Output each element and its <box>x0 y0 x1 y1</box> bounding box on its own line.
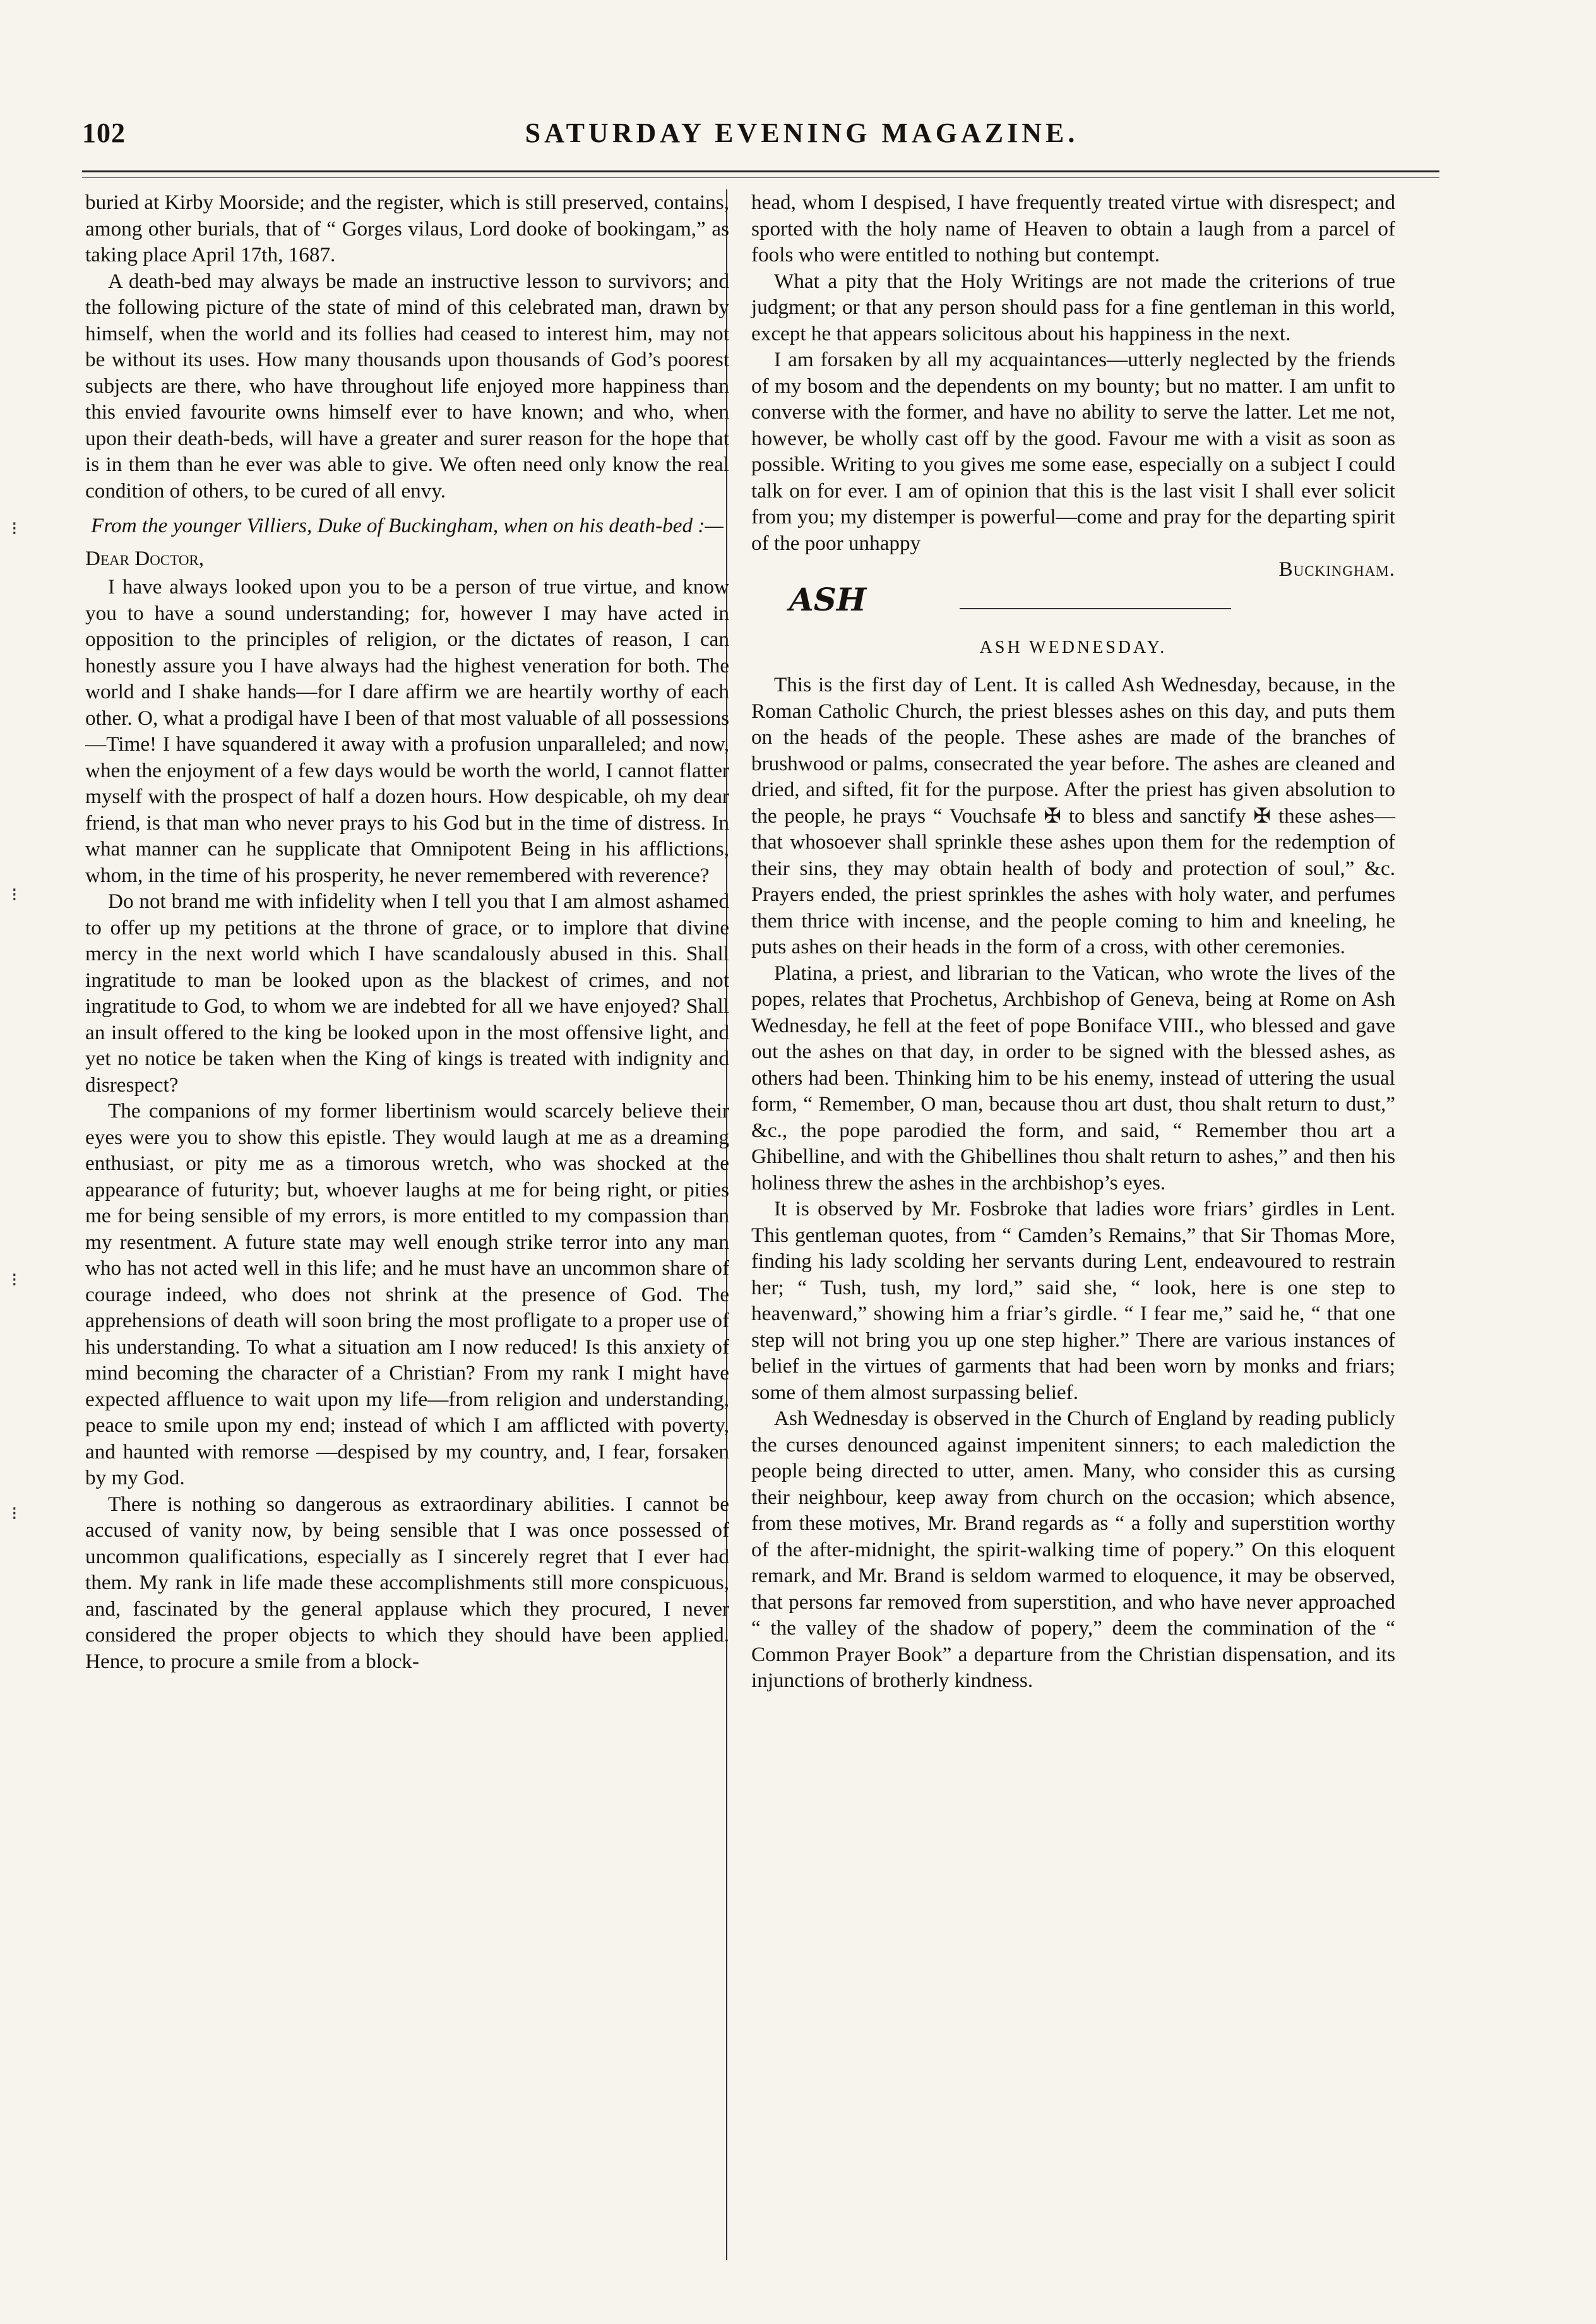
paragraph: It is observed by Mr. Fosbroke that ladies wore friars’ girdles in Lent. This gentleman quotes, from “ Camden’s Remains,” that Sir Thomas More, finding his lady scolding her servants during Lent, endeavoured to restrain her; “ Tush, tush, my lord,” said she, “ look, here is one step to heavenward,” showing him a friar’s girdle. “ I fear me,” said he, “ that one step will not bring you up one step higher.” There are various instances of belief in the virtues of garments that had been worn by monks and friars; some of them almost surpassing belief. <box>751 1197 1395 1404</box>
paragraph: This is the first day of Lent. It is called Ash Wednesday, because, in the Roman Catholic Church, the priest blesses ashes on this day, and puts them on the heads of the people. These ashes are made of the branches of brushwood or palms, consecrated the year before. The ashes are cleaned and dried, and sifted, fit for the purpose. After the priest has given absolution to the people, he prays “ Vouchsafe ✠ to bless and sanctify ✠ these ashes—that whosoever shall sprinkle these ashes upon them for the redemption of their sins, they may obtain health of body and protection of soul,” &c. Prayers ended, the priest sprinkles the ashes with holy water, and perfumes them thrice with incense, and the people coming to him and kneeling, he puts ashes on their heads in the form of a cross, with other ceremonies. <box>751 673 1395 958</box>
running-title: SATURDAY EVENING MAGAZINE. <box>525 117 1079 148</box>
margin-mark: ⁝ <box>11 518 18 539</box>
margin-mark: ⁝ <box>11 885 18 905</box>
paragraph: Ash Wednesday is observed in the Church of England by reading publicly the curses denounced against impenitent sinners; to each malediction the people being directed to utter, amen. Many, who consider this as cursing their neighbour, keep away from church on the occasion; which absence, from these motives, Mr. Brand regards as “ a folly and superstition worthy of the after-midnight, the spirit-walking time of popery.” On this eloquent remark, and Mr. Brand is seldom warmed to eloquence, it may be observed, that persons far removed from superstition, and who have never approached “ the valley of the shadow of popery,” deem the commination of the “ Common Prayer Book” a departure from the Christian dispensation, and its injunctions of brotherly kindness. <box>751 1407 1395 1692</box>
header-rule-thin <box>82 177 1439 178</box>
margin-mark: ⁝ <box>11 1503 18 1524</box>
paragraph: The companions of my former libertinism would scarcely believe their eyes were you to show this epistle. They would laugh at me as a dreaming enthusiast, or pity me as a timorous wretch, who was shocked at the appearance of futurity; but, whoever laughs at me for being right, or pities me for being sensible of my errors, is more entitled to my compassion than my resentment. A future state may well enough strike terror into any man who has not acted well in this life; and he must have an uncommon share of courage indeed, who does not shrink at the presence of God. The apprehensions of death will soon bring the most profligate to a proper use of his understanding. To what a situation am I now reduced! Is this anxiety of mind becoming the character of a Christian? From my rank I might have expected affluence to wait upon my life—from religion and understanding, peace to smile upon my end; instead of which I am afflicted with poverty, and haunted with remorse —despised by my country, and, I fear, forsaken by my God. <box>85 1099 729 1489</box>
margin-mark: ⁝ <box>11 1270 18 1290</box>
paragraph: A death-bed may always be made an instructive lesson to survivors; and the following picture of the state of mind of this celebrated man, drawn by himself, when the world and its follies had ceased to interest him, may not be without its uses. How many thousands upon thousands of God’s poorest subjects are there, who have throughout life enjoyed more happiness than this envied favourite owns himself ever to have known; and who, when upon their death-beds, will have a greater and surer reason for the hope that is in them than he ever was able to give. We often need only know the real condition of others, to be cured of all envy. <box>85 269 729 503</box>
divider-line <box>960 608 1231 609</box>
right-column <box>751 189 1395 1694</box>
letter-salutation: Dear Doctor, <box>85 546 205 570</box>
section-heading: ASH WEDNESDAY. <box>979 637 1167 657</box>
paragraph: Do not brand me with infidelity when I tell you that I am almost ashamed to offer up my petitions at the throne of grace, or to implore that divine mercy in the next world which I have scandalously abused in this. Shall ingratitude to man be looked upon as the blackest of crimes, and not ingratitude to God, to whom we are indebted for all we have enjoyed? Shall an insult offered to the king be looked upon in the most offensive light, and yet no notice be taken when the King of kings is treated with indignity and disrespect? <box>85 890 729 1097</box>
left-column <box>85 189 729 1674</box>
paragraph: I am forsaken by all my acquaintances—utterly neglected by the friends of my bosom and the dependents on my bounty; but no matter. I am unfit to converse with the former, and have no ability to serve the latter. Let me not, however, be wholly cast off by the good. Favour me with a visit as soon as possible. Writing to you gives me some ease, especially on a subject I could talk on for ever. I am of opinion that this is the last visit I shall ever solicit from you; my distemper is powerful—come and pray for the departing spirit of the poor unhappy <box>751 348 1395 555</box>
paragraph: What a pity that the Holy Writings are not made the criterions of true judgment; or that any person should pass for a fine gentleman in this world, except he that appears solicitous about his happiness in the next. <box>751 269 1395 345</box>
handwritten-annotation: ASH <box>789 580 867 618</box>
paragraph: Platina, a priest, and librarian to the Vatican, who wrote the lives of the popes, relates that Prochetus, Archbishop of Geneva, being at Rome on Ash Wednesday, he fell at the feet of pope Boniface VIII., who blessed and gave out the ashes on that day, in order to be signed with the blessed ashes, as others had been. Thinking him to be his enemy, instead of uttering the usual form, “ Remember, O man, because thou art dust, thou shalt return to dust,” &c., the pope parodied the form, and said, “ Remember thou art a Ghibelline, and with the Ghibellines thou shalt return to ashes,” and then his holiness threw the ashes in the archbishop’s eyes. <box>751 961 1395 1195</box>
section-divider <box>751 580 1395 629</box>
page-number: 102 <box>82 117 126 148</box>
letter-intro: From the younger Villiers, Duke of Buckingham, when on his death-bed :— <box>91 514 724 537</box>
paragraph: I have always looked upon you to be a person of true virtue, and know you to have a sound understanding; for, however I may have acted in opposition to the principles of religion, or the dictates of reason, I can honestly assure you I have always had the highest veneration for both. The world and I shake hands—for I dare affirm we are heartily worthy of each other. O, what a prodigal have I been of that most valuable of all possessions—Time! I have squandered it away with a profusion unparalleled; and now, when the enjoyment of a few days would be worth the world, I cannot flatter myself with the prospect of half a dozen hours. How despicable, oh my dear friend, is that man who never prays to his God but in the time of distress. In what manner can he supplicate that Omnipotent Being in his afflictions, whom, in the time of his prosperity, he never remembered with reverence? <box>85 575 729 887</box>
paragraph: There is nothing so dangerous as extraordinary abilities. I cannot be accused of vanity now, by being sensible that I was once possessed of uncommon qualifications, especially as I sincerely regret that I ever had them. My rank in life made these accomplishments still more conspicuous, and, fascinated by the general applause which they procured, I never considered the proper objects to which they should have been applied. Hence, to procure a smile from a block- <box>85 1492 729 1673</box>
letter-signature: Buckingham. <box>1278 557 1395 581</box>
header-rule <box>82 170 1439 172</box>
page-header <box>82 117 1427 161</box>
paragraph: buried at Kirby Moorside; and the register, which is still preserved, contains, among other burials, that of “ Gorges vilaus, Lord dooke of bookingam,” as taking place April 17th, 1687. <box>85 191 729 266</box>
margin-scan-marks <box>0 0 63 2324</box>
paragraph: head, whom I despised, I have frequently treated virtue with disrespect; and sported with the holy name of Heaven to obtain a laugh from a parcel of fools who were entitled to nothing but contempt. <box>751 191 1395 266</box>
